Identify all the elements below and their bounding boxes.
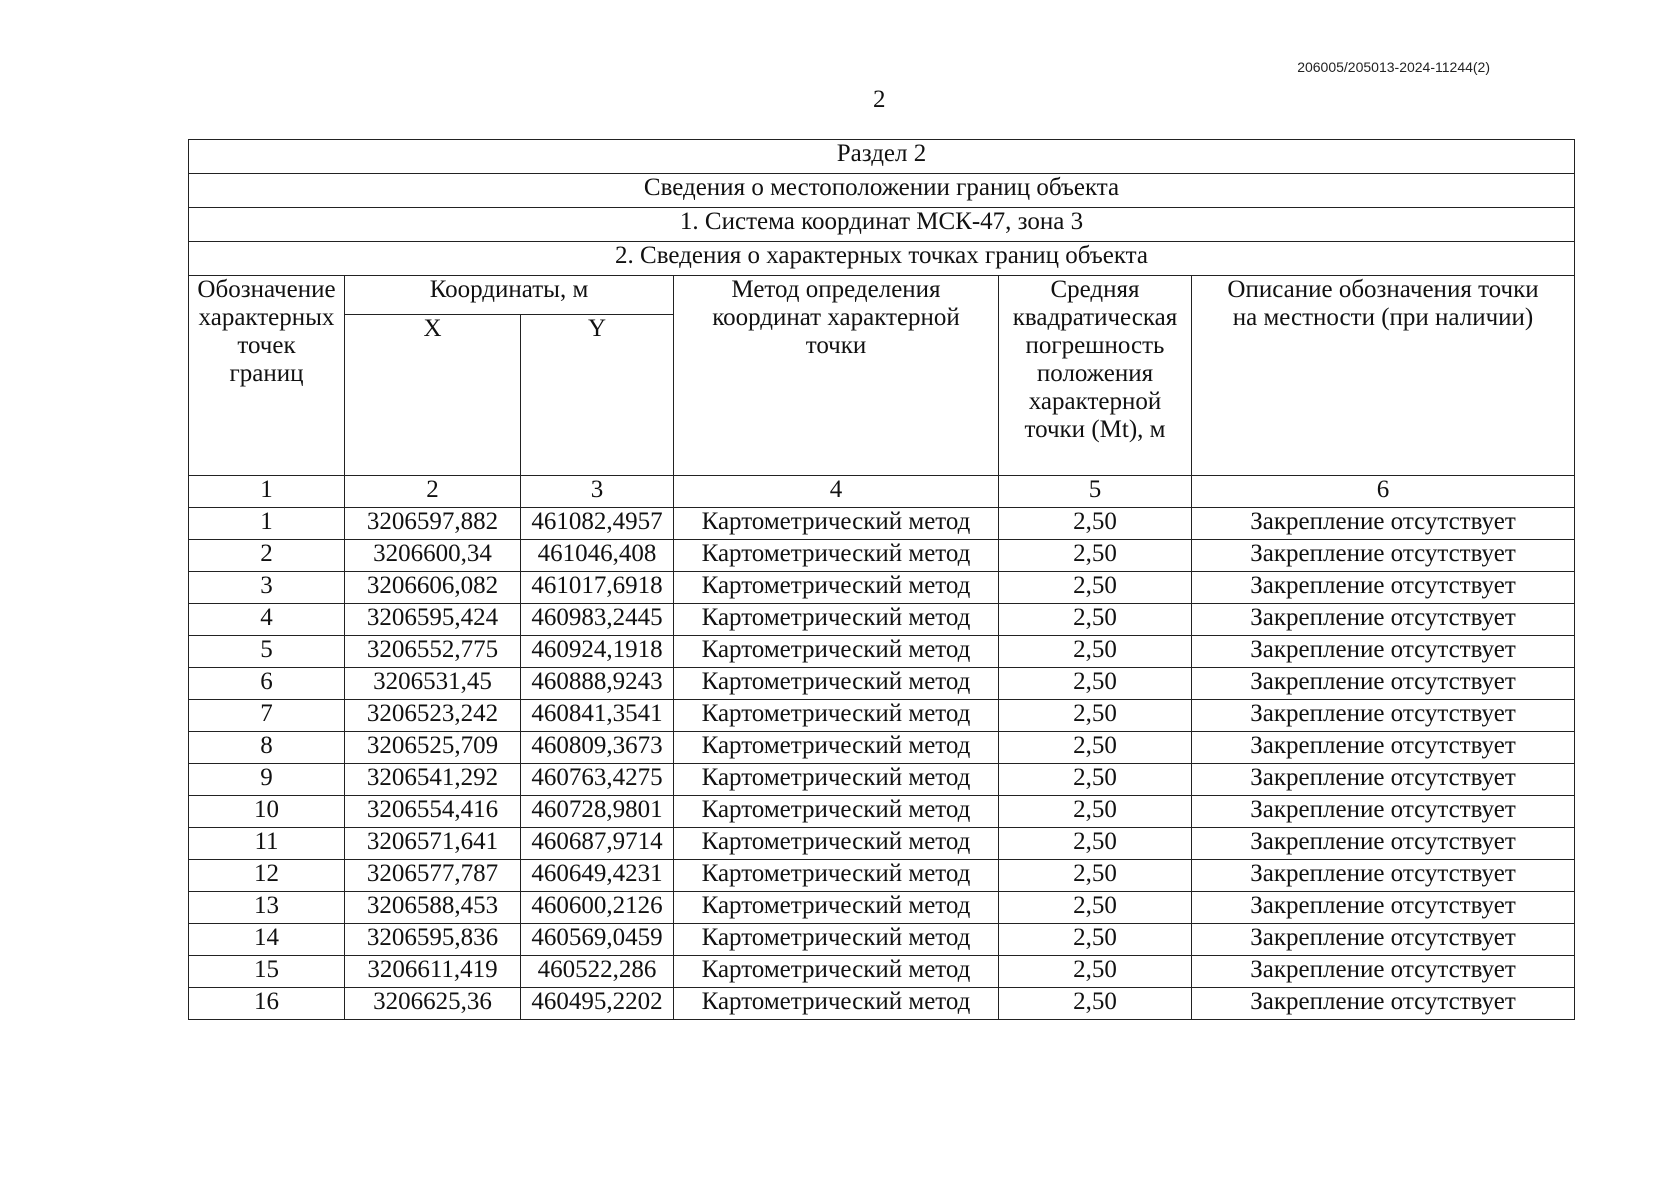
cell-method: Картометрический метод <box>674 668 999 700</box>
column-number: 4 <box>674 476 999 508</box>
table-row <box>189 892 1575 924</box>
cell-description: Закрепление отсутствует <box>1192 828 1575 860</box>
coordinate-system: 1. Система координат МСК-47, зона 3 <box>189 208 1575 242</box>
cell-description: Закрепление отсутствует <box>1192 636 1575 668</box>
column-number: 1 <box>189 476 345 508</box>
cell-description: Закрепление отсутствует <box>1192 988 1575 1020</box>
cell-description: Закрепление отсутствует <box>1192 604 1575 636</box>
header-method: Метод определения координат характерной точки <box>674 276 999 476</box>
cell-point-number: 2 <box>189 540 345 572</box>
cell-method: Картометрический метод <box>674 700 999 732</box>
cell-mean-error: 2,50 <box>999 796 1192 828</box>
cell-coord-x: 3206531,45 <box>345 668 521 700</box>
cell-method: Картометрический метод <box>674 572 999 604</box>
cell-coord-x: 3206595,836 <box>345 924 521 956</box>
cell-point-number: 14 <box>189 924 345 956</box>
cell-coord-x: 3206523,242 <box>345 700 521 732</box>
cell-description: Закрепление отсутствует <box>1192 860 1575 892</box>
cell-description: Закрепление отсутствует <box>1192 892 1575 924</box>
cell-coord-x: 3206606,082 <box>345 572 521 604</box>
cell-coord-y: 460649,4231 <box>521 860 674 892</box>
cell-point-number: 10 <box>189 796 345 828</box>
cell-mean-error: 2,50 <box>999 988 1192 1020</box>
section-title: Раздел 2 <box>189 140 1575 174</box>
cell-description: Закрепление отсутствует <box>1192 572 1575 604</box>
cell-coord-x: 3206600,34 <box>345 540 521 572</box>
cell-description: Закрепление отсутствует <box>1192 796 1575 828</box>
table-row <box>189 732 1575 764</box>
cell-method: Картометрический метод <box>674 828 999 860</box>
table-row <box>189 636 1575 668</box>
cell-method: Картометрический метод <box>674 796 999 828</box>
table-row <box>189 700 1575 732</box>
points-title: 2. Сведения о характерных точках границ объекта <box>189 242 1575 276</box>
cell-description: Закрепление отсутствует <box>1192 956 1575 988</box>
document-id: 206005/205013-2024-11244(2) <box>1297 59 1490 75</box>
cell-description: Закрепление отсутствует <box>1192 924 1575 956</box>
cell-point-number: 5 <box>189 636 345 668</box>
column-number: 6 <box>1192 476 1575 508</box>
cell-coord-y: 461046,408 <box>521 540 674 572</box>
cell-mean-error: 2,50 <box>999 860 1192 892</box>
column-number: 2 <box>345 476 521 508</box>
cell-mean-error: 2,50 <box>999 828 1192 860</box>
table-row <box>189 924 1575 956</box>
cell-mean-error: 2,50 <box>999 956 1192 988</box>
cell-coord-y: 460687,9714 <box>521 828 674 860</box>
cell-coord-x: 3206597,882 <box>345 508 521 540</box>
page-number: 2 <box>873 86 886 113</box>
cell-mean-error: 2,50 <box>999 700 1192 732</box>
cell-coord-y: 461082,4957 <box>521 508 674 540</box>
cell-coord-y: 460924,1918 <box>521 636 674 668</box>
cell-point-number: 11 <box>189 828 345 860</box>
table-row <box>189 860 1575 892</box>
cell-mean-error: 2,50 <box>999 572 1192 604</box>
cell-method: Картометрический метод <box>674 956 999 988</box>
cell-coord-y: 460600,2126 <box>521 892 674 924</box>
cell-point-number: 4 <box>189 604 345 636</box>
cell-point-number: 6 <box>189 668 345 700</box>
cell-method: Картометрический метод <box>674 860 999 892</box>
cell-coord-x: 3206552,775 <box>345 636 521 668</box>
cell-coord-y: 460728,9801 <box>521 796 674 828</box>
cell-mean-error: 2,50 <box>999 604 1192 636</box>
cell-coord-x: 3206611,419 <box>345 956 521 988</box>
section-subtitle: Сведения о местоположении границ объекта <box>189 174 1575 208</box>
table-row <box>189 796 1575 828</box>
cell-method: Картометрический метод <box>674 924 999 956</box>
cell-point-number: 16 <box>189 988 345 1020</box>
cell-point-number: 1 <box>189 508 345 540</box>
table-row <box>189 572 1575 604</box>
cell-coord-x: 3206525,709 <box>345 732 521 764</box>
table-row <box>189 540 1575 572</box>
cell-coord-y: 460983,2445 <box>521 604 674 636</box>
cell-coord-y: 460569,0459 <box>521 924 674 956</box>
cell-method: Картометрический метод <box>674 636 999 668</box>
table-row <box>189 668 1575 700</box>
cell-method: Картометрический метод <box>674 764 999 796</box>
header-x: X <box>345 315 521 476</box>
cell-coord-x: 3206588,453 <box>345 892 521 924</box>
table-row <box>189 828 1575 860</box>
table-row <box>189 604 1575 636</box>
cell-description: Закрепление отсутствует <box>1192 732 1575 764</box>
header-description: Описание обозначения точки на местности (при наличии) <box>1192 276 1575 476</box>
table-row <box>189 988 1575 1020</box>
table-row <box>189 956 1575 988</box>
cell-mean-error: 2,50 <box>999 636 1192 668</box>
cell-description: Закрепление отсутствует <box>1192 668 1575 700</box>
cell-method: Картометрический метод <box>674 892 999 924</box>
cell-mean-error: 2,50 <box>999 892 1192 924</box>
cell-mean-error: 2,50 <box>999 732 1192 764</box>
cell-point-number: 13 <box>189 892 345 924</box>
cell-method: Картометрический метод <box>674 508 999 540</box>
column-number: 3 <box>521 476 674 508</box>
cell-method: Картометрический метод <box>674 540 999 572</box>
cell-coord-x: 3206625,36 <box>345 988 521 1020</box>
cell-coord-x: 3206595,424 <box>345 604 521 636</box>
header-coordinates: Координаты, м <box>345 276 674 315</box>
cell-mean-error: 2,50 <box>999 508 1192 540</box>
cell-coord-x: 3206577,787 <box>345 860 521 892</box>
cell-description: Закрепление отсутствует <box>1192 540 1575 572</box>
cell-description: Закрепление отсутствует <box>1192 700 1575 732</box>
cell-coord-y: 460809,3673 <box>521 732 674 764</box>
cell-coord-x: 3206571,641 <box>345 828 521 860</box>
table-row <box>189 508 1575 540</box>
cell-coord-y: 460841,3541 <box>521 700 674 732</box>
cell-description: Закрепление отсутствует <box>1192 508 1575 540</box>
cell-mean-error: 2,50 <box>999 764 1192 796</box>
cell-coord-y: 461017,6918 <box>521 572 674 604</box>
cell-coord-y: 460763,4275 <box>521 764 674 796</box>
cell-description: Закрепление отсутствует <box>1192 764 1575 796</box>
cell-coord-y: 460495,2202 <box>521 988 674 1020</box>
cell-coord-y: 460522,286 <box>521 956 674 988</box>
cell-point-number: 7 <box>189 700 345 732</box>
cell-mean-error: 2,50 <box>999 668 1192 700</box>
cell-mean-error: 2,50 <box>999 540 1192 572</box>
cell-method: Картометрический метод <box>674 988 999 1020</box>
boundary-points-table <box>188 139 1575 1020</box>
cell-point-number: 12 <box>189 860 345 892</box>
cell-coord-x: 3206554,416 <box>345 796 521 828</box>
cell-method: Картометрический метод <box>674 732 999 764</box>
header-point-designation: Обозначение характерных точек границ <box>189 276 345 476</box>
cell-point-number: 3 <box>189 572 345 604</box>
cell-point-number: 15 <box>189 956 345 988</box>
cell-coord-x: 3206541,292 <box>345 764 521 796</box>
cell-point-number: 9 <box>189 764 345 796</box>
cell-mean-error: 2,50 <box>999 924 1192 956</box>
table-row <box>189 764 1575 796</box>
header-mean-error: Средняя квадратическая погрешность положения характерной точки (Mt), м <box>999 276 1192 476</box>
column-number: 5 <box>999 476 1192 508</box>
header-y: Y <box>521 315 674 476</box>
cell-coord-y: 460888,9243 <box>521 668 674 700</box>
cell-method: Картометрический метод <box>674 604 999 636</box>
cell-point-number: 8 <box>189 732 345 764</box>
